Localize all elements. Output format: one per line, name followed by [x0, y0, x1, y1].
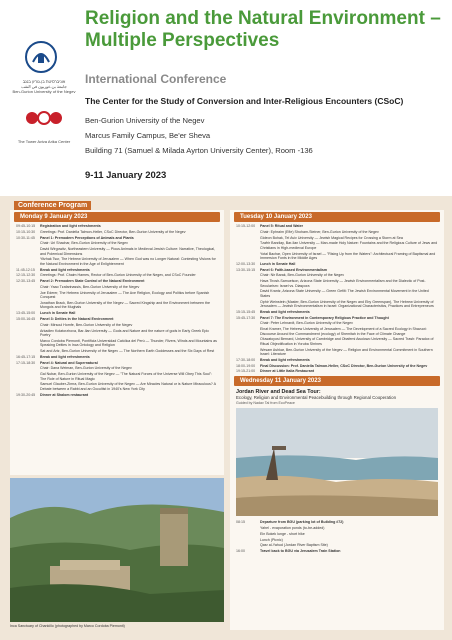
schedule-time: 12:30-13:45: [16, 279, 36, 284]
schedule-row: [230, 279, 444, 288]
schedule-time: 13:45-15:00: [16, 311, 36, 316]
location-line-university: Ben-Gurion University of the Negev: [85, 116, 205, 125]
tuesday-schedule: [230, 224, 444, 374]
schedule-entry: Panel 5: Ritual and Water: [260, 224, 304, 228]
schedule-time: 10:15-10:30: [16, 229, 36, 234]
schedule-entry: Greetings: Prof. Chaim Hames, Rector of Ben-Gurion University of the Negev, and CSoC Founder: [40, 273, 196, 278]
schedule-time: [236, 289, 260, 298]
location-line-building: Building 71 (Samuel & Milada Ayrton University Center), Room -136: [85, 146, 313, 155]
schedule-row: [10, 361, 224, 365]
schedule-time: [236, 300, 260, 309]
schedule-time: [236, 543, 260, 547]
schedule-entry: Dinner at Shalom restaurant: [40, 392, 89, 397]
schedule-row: [230, 532, 444, 536]
schedule-entry: Gal Nubar, Ben-Gurion University of the Negev — "The Natural Forces of the Universe Will Obey This Soul": The Role of Nature in Ritual Magic: [40, 372, 213, 381]
schedule-time: 17:15-18:30: [16, 360, 36, 365]
schedule-entry: Panel 6: Faith-based Environmentalism: [260, 267, 328, 272]
bgu-logo-text-he: אוניברסיטת בן-גוריון בנגב: [22, 79, 66, 84]
monday-day-header: Monday 9 January 2023: [14, 212, 220, 222]
schedule-entry: Greetings: Prof. Daniella Talmon-Heller, CSoC Director, Ben-Gurion University of the Negev: [40, 229, 186, 234]
schedule-entry: Gideon Bohak, Tel Aviv University — Jewish Magical Recipes for Crossing a Storm at Sea: [260, 235, 403, 240]
schedule-row: [10, 291, 224, 300]
schedule-entry: Dinner at Little Italia Restaurant: [260, 369, 315, 374]
schedule-time: [236, 348, 260, 357]
schedule-row: [10, 382, 224, 391]
schedule-time: 10:15-12:00: [236, 224, 256, 228]
schedule-time: [236, 337, 260, 346]
schedule-time: 16:00: [236, 549, 245, 554]
schedule-row: [230, 236, 444, 240]
bgu-logo-text-ar: جامعة بن-غوريون في النقب: [21, 84, 67, 89]
schedule-time: [16, 291, 40, 300]
chankillo-photo: [10, 478, 224, 622]
tuesday-day-header: Tuesday 10 January 2023: [234, 212, 440, 222]
schedule-entry: Panel 3: Deities in the Natural Environment: [40, 316, 114, 321]
schedule-entry: Panel 1: Premodern Perceptions of Animals and Plants: [40, 235, 134, 240]
right-column: [230, 210, 444, 630]
title-line-2: Multiple Perspectives: [85, 30, 280, 51]
wednesday-day-header: Wednesday 11 January 2023: [234, 376, 440, 386]
schedule-row: [10, 366, 224, 370]
schedule-row: [10, 268, 224, 272]
schedule-row: [10, 349, 224, 353]
schedule-entry: Marco Cordoba Piemonti, Pontificia Universidad Católica del Perú — Thunder, Rivers, Winds and Mountains as Speaking Deities in Inca Ontology and Religion: [40, 338, 217, 348]
schedule-row: [230, 337, 444, 346]
schedule-row: [230, 520, 444, 524]
program-title: Conference Program: [14, 201, 91, 210]
schedule-row: [10, 355, 224, 359]
schedule-entry: Break and light refreshments: [40, 354, 90, 359]
schedule-time: [236, 236, 260, 240]
location-line-campus: Marcus Family Campus, Be'er Sheva: [85, 131, 211, 140]
schedule-time: [16, 241, 40, 245]
schedule-row: [10, 241, 224, 245]
schedule-entry: Samuel Glauber-Zimra, Ben-Gurion University of the Negev — Are Miracles Natural or is Nature Miraculous? A Debate between a Rabbi and an Occultist in 1940's New York City: [40, 382, 216, 391]
schedule-entry: Lunch in Senate Hall: [260, 261, 296, 266]
schedule-entry: Chair: Dana Weiman, Ben-Gurion University of the Negev: [40, 366, 132, 371]
schedule-entry: Departure from BGU (parking lot of Building #72): [260, 520, 344, 525]
schedule-row: [10, 393, 224, 397]
schedule-row: [230, 543, 444, 547]
schedule-time: 17:30-18:00: [236, 357, 256, 362]
schedule-time: [236, 279, 260, 288]
monday-schedule: [10, 224, 224, 397]
schedule-time: [236, 532, 260, 536]
schedule-time: [16, 366, 40, 370]
schedule-row: [10, 323, 224, 327]
tour-guide: Guided by Nadav Tal from EcoPeace: [236, 401, 295, 406]
schedule-entry: Tzafrir Barzilay, Bar-Ilan University — Man-made Holy Nature: Fountains and the Religious Culture of Jews and Christians in High-medieval Europe: [260, 241, 438, 250]
schedule-time: 09:45-10:15: [16, 224, 36, 228]
schedule-time: 15:00-16:45: [16, 316, 36, 321]
schedule-time: [236, 327, 260, 336]
schedule-time: 15:15-15:45: [236, 309, 256, 314]
schedule-entry: Joe Ederer, The Hebrew University of Jerusalem — The Axe Religion, Ecology and Politics before Spanish Conquest: [40, 290, 210, 300]
schedule-time: 13:30-15:15: [236, 267, 256, 272]
schedule-row: [230, 289, 444, 298]
schedule-entry: Qasr al-Yahud (Jordan River Baptism Site): [260, 543, 328, 548]
title-line-1: Religion and the Natural Environment –: [85, 8, 441, 29]
schedule-entry: Ein Bokek lunge - short hike: [260, 531, 305, 536]
schedule-time: 08:15: [236, 520, 245, 525]
schedule-row: [230, 268, 444, 272]
schedule-entry: Einat Kramer, The Hebrew University of Jerusalem — The Development of a Sacred Ecology in Shavuot: Discourse Around the Commandment (ecology) of Shemitah in the Face of Climate Change: [260, 327, 427, 336]
schedule-entry: Break and light refreshments: [260, 357, 310, 362]
schedule-entry: Sat and Artz, Ben-Gurion University of the Negev — The Northern Earth Goddesses and the Six Days of Rest: [40, 348, 215, 353]
logos: [10, 40, 78, 144]
schedule-row: [230, 252, 444, 261]
schedule-entry: Registration and light refreshments: [40, 224, 101, 228]
schedule-row: [10, 339, 224, 348]
schedule-entry: Chair: Nir Barak, Ben-Gurion University of the Negev: [260, 273, 345, 278]
schedule-row: [230, 538, 444, 542]
bgu-logo-text-en: Ben-Gurion University of the Negev: [12, 89, 76, 94]
dead-sea-photo: [236, 408, 438, 516]
conference-dates: 9-11 January 2023: [85, 170, 167, 181]
schedule-entry: Chair: Yaao Tzafarinassis, Ben-Gurion University of the Negev: [40, 284, 140, 289]
schedule-time: [16, 323, 40, 327]
schedule-time: [16, 339, 40, 348]
header: [0, 0, 452, 193]
schedule-entry: Panel 4: Natural and Supernatural: [40, 360, 98, 365]
schedule-entry: Panel 2: Premodern State Control of the Natural Environment: [40, 279, 145, 284]
schedule-row: [230, 327, 444, 336]
bgu-logo-icon: [24, 40, 58, 74]
schedule-time: [16, 257, 40, 266]
schedule-row: [230, 262, 444, 266]
schedule-time: [236, 526, 260, 530]
schedule-row: [10, 279, 224, 283]
schedule-row: [230, 224, 444, 228]
schedule-entry: Break and light refreshments: [260, 309, 310, 314]
schedule-entry: Chair: Peter Lehnardt, Ben-Gurion University of the Negev: [260, 321, 353, 326]
schedule-entry: Final Discussion: Prof. Daniella Talmon-Heller, CSoC Director, Ben-Gurion University of the Negev: [260, 363, 428, 368]
schedule-time: 11:45-12:15: [16, 267, 35, 272]
schedule-row: [10, 224, 224, 228]
schedule-time: [236, 241, 260, 250]
schedule-entry: David Wirgowitz, Northeastern University — Pious Animals in Medieval Jewish Culture: Narrative, Theological, and Polemical Dimensions: [40, 247, 216, 256]
schedule-row: [10, 230, 224, 234]
schedule-row: [230, 369, 444, 373]
schedule-row: [230, 241, 444, 250]
schedule-entry: Wesam Ashkar, Ben-Gurion University of the Negev — Religion and Environmental Commitment in Southern Israel: Literature: [260, 347, 433, 356]
subtitle: International Conference: [85, 72, 227, 86]
schedule-entry: Hava Tirosh-Samuelson, Arizona State University — Jewish Environmentalism and the Dialectic of Post-Secularism: Israel vs. Diaspora: [260, 279, 426, 288]
center-name: The Center for the Study of Conversion and Inter-Religious Encounters (CSoC): [85, 96, 404, 106]
schedule-time: [16, 329, 40, 338]
schedule-time: 18:00-19:00: [236, 363, 256, 368]
schedule-entry: Travel back to BGU via Jerusalem Train Station: [260, 549, 341, 554]
schedule-row: [10, 273, 224, 277]
schedule-time: [16, 285, 40, 289]
schedule-row: [230, 310, 444, 314]
schedule-row: [230, 300, 444, 309]
schedule-entry: Jonathan Brack, Ben-Gurion University of the Negev — Sacred Kingship and the Environment between the Mongols and the Mughals: [40, 300, 210, 310]
schedule-entry: Yotal Bachar, Open University of Israel — "Rising Up from the Waters": Architectural Framing of Baptismal and Immersion Fonts in the Middle Ages: [260, 251, 436, 260]
schedule-row: [10, 236, 224, 240]
schedule-row: [230, 273, 444, 277]
page-title: [85, 8, 445, 52]
schedule-row: [230, 526, 444, 530]
schedule-entry: Break and light refreshments: [40, 267, 90, 272]
schedule-time: 10:30-11:45: [16, 235, 35, 240]
schedule-row: [10, 329, 224, 338]
schedule-time: 16:45-17:15: [16, 354, 36, 359]
schedule-time: [16, 301, 40, 310]
schedule-entry: Panel 7: The Environment in Contemporary Religious Practice and Thought: [260, 315, 389, 320]
schedule-time: [236, 230, 260, 234]
schedule-entry: Yitzhak Tsur, The Hebrew University of Jerusalem — When God was no Longer Natural: Contesting Visions for the Natural Environment in the Age of Enlightenment: [40, 257, 216, 266]
schedule-row: [10, 285, 224, 289]
tower-logo-icon: [24, 108, 64, 134]
schedule-entry: Ophir Weinstein (Master, Ben-Gurion University of the Negev and Eby Greenspan), The Hebrew University of Jerusalem — Jewish Environmentalism in Israel: Organizational Characteristics, Practices and Entrepreneurs: [260, 299, 434, 308]
schedule-row: [230, 348, 444, 357]
schedule-time: 19:30-20:45: [16, 392, 36, 397]
photo-caption: Inca Sanctuary of Chankillo (photographed by Marco Cordoba Piemonti): [10, 624, 125, 628]
tower-logo-text: The Tower Aviva Arika Center: [17, 139, 71, 144]
schedule-entry: Lunch (Picnic): [260, 537, 283, 542]
tour-title: Jordan River and Dead Sea Tour:: [236, 388, 321, 395]
schedule-time: [236, 538, 260, 542]
schedule-time: [16, 247, 40, 256]
schedule-row: [230, 358, 444, 362]
schedule-row: [230, 321, 444, 325]
schedule-time: [16, 382, 40, 391]
schedule-entry: David Krantz, Arizona State University — Green Gefilt: The Jewish Environmental Movement in the United States: [260, 289, 429, 298]
schedule-row: [10, 317, 224, 321]
schedule-entry: Chair: Uri Shachar, Ben-Gurion University of the Negev: [40, 241, 128, 246]
schedule-time: [236, 273, 260, 277]
schedule-time: 19:15-21:00: [236, 369, 256, 374]
schedule-entry: Chair: Ephraim (Efie) Shoham-Steiner, Ben-Gurion University of the Negev: [260, 229, 379, 234]
schedule-time: 15:45-17:30: [236, 315, 256, 320]
wednesday-schedule: [230, 520, 444, 553]
schedule-row: [230, 316, 444, 320]
schedule-entry: Chair: Mirsoul Homfe, Ben-Gurion University of the Negev: [40, 322, 133, 327]
schedule-entry: Lunch in Senate Hall: [40, 311, 76, 316]
monday-column: [10, 210, 224, 475]
schedule-time: [16, 372, 40, 381]
schedule-entry: Arkadiev Kolatorzhova, Bar-Ilan University — Gods and Nature and the nature of gods in Early Greek Epic Poetry: [40, 328, 209, 337]
schedule-row: [230, 549, 444, 553]
schedule-entry: Oluwatoyosi Bernard, University of Cambridge and Obafemi Awolowo University — Sacred Trash: Paradox of Ritual Objectification in Yoruba Shrines: [260, 337, 434, 346]
schedule-row: [10, 301, 224, 310]
schedule-time: 12:15-12:30: [16, 273, 36, 278]
schedule-row: [230, 230, 444, 234]
schedule-time: [236, 252, 260, 261]
schedule-row: [10, 311, 224, 315]
schedule-time: 12:00-13:30: [236, 261, 256, 266]
schedule-time: [16, 349, 40, 353]
schedule-row: [10, 372, 224, 381]
schedule-row: [230, 364, 444, 368]
schedule-entry: Yahel - evaporation ponds (to-be-added): [260, 526, 325, 530]
schedule-row: [10, 257, 224, 266]
tour-subtitle: Ecology, Religion and Environmental Peacebuilding through Regional Cooperation: [236, 394, 397, 400]
schedule-row: [10, 247, 224, 256]
schedule-time: [236, 321, 260, 325]
